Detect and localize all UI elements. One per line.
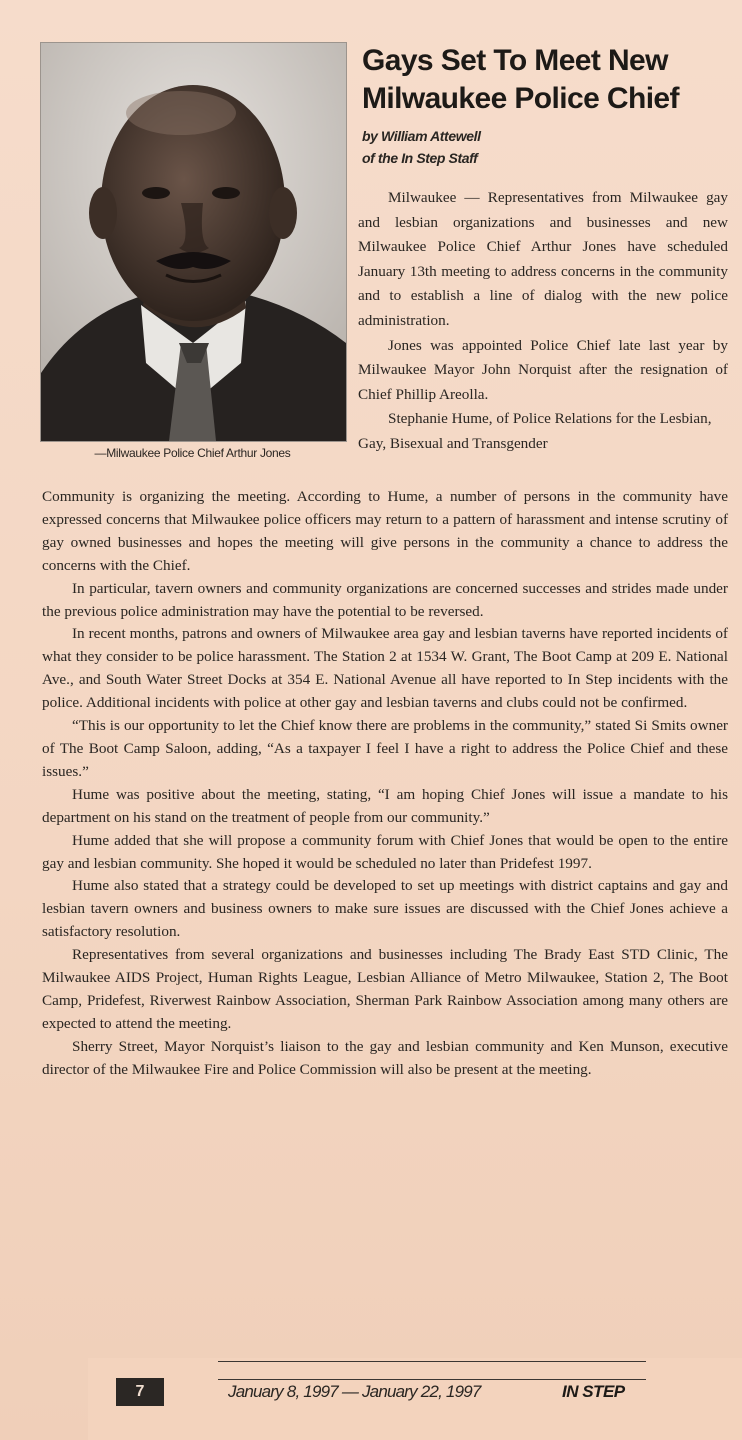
publication-name: IN STEP (562, 1382, 625, 1401)
paragraph: Stephanie Hume, of Police Relations for the Lesbian, Gay, Bisexual and Transgender (358, 410, 712, 452)
paragraph: Hume also stated that a strategy could be developed to set up meetings with district captains and gay and lesbian tavern owners and business owners to make sure issues are discussed with the Chief Jones achieve a satisfactory resolution. (42, 877, 728, 941)
paragraph: In recent months, patrons and owners of Milwaukee area gay and lesbian taverns have reported incidents of what they consider to be police harassment. The Station 2 at 1534 W. Grant, The Boot Camp at 209 E. National Ave., and South Water Street Docks at 354 E. National Avenue all have reported to In Step incidents with the police. Additional incidents with police at other gay and lesbian taverns and clubs could not be confirmed. (42, 625, 728, 712)
byline-author: by William Attewell (362, 128, 481, 144)
footer-rule-bottom (218, 1379, 646, 1380)
paragraph: In particular, tavern owners and community organizations are concerned successes and strides made under the previous police administration may have the potential to be reversed. (42, 579, 728, 620)
page-number: 7 (116, 1378, 164, 1406)
paragraph: “This is our opportunity to let the Chief know there are problems in the community,” stated Si Smits owner of The Boot Camp Saloon, adding, “As a taxpayer I feel I have a right to address the Police Chief and these issues.” (42, 717, 728, 780)
photo-caption: —Milwaukee Police Chief Arthur Jones (94, 446, 291, 460)
paragraph: Sherry Street, Mayor Norquist’s liaison to the gay and lesbian community and Ken Munson, executive director of the Milwaukee Fire and Police Commission will also be present at the meeting. (42, 1037, 728, 1078)
issue-dates: January 8, 1997 — January 22, 1997 (228, 1382, 481, 1401)
article-byline (362, 125, 702, 169)
paragraph: Hume was positive about the meeting, stating, “I am hoping Chief Jones will issue a mandate to his department on his stand on the treatment of people from our community.” (42, 785, 728, 826)
footer-rule-top (218, 1361, 646, 1362)
paragraph: Hume added that she will propose a community forum with Chief Jones that would be open to the entire gay and lesbian community. She hoped it would be scheduled no later than Pridefest 1997. (42, 831, 728, 872)
article-right-column (358, 186, 728, 457)
paragraph: Jones was appointed Police Chief late last year by Milwaukee Mayor John Norquist after the resignation of Chief Phillip Areolla. (358, 336, 728, 403)
paragraph: Representatives from several organizations and businesses including The Brady East STD Clinic, The Milwaukee AIDS Project, Human Rights League, Lesbian Alliance of Metro Milwaukee, Station 2, The Boot Camp, Pridefest, Riverwest Rainbow Association, Sherman Park Rainbow Association among many others are expected to attend the meeting. (42, 946, 728, 1032)
article-headline: Gays Set To Meet New Milwaukee Police Chief (362, 44, 679, 115)
chief-portrait-photo (40, 42, 347, 442)
article-body (42, 486, 728, 1082)
paragraph: Community is organizing the meeting. According to Hume, a number of persons in the community have expressed concerns that Milwaukee police officers may return to a pattern of harassment and intense scrutiny of gay owned businesses and hopes the meeting will give persons in the community a chance to address the concerns with the Chief. (42, 488, 728, 574)
paragraph: Milwaukee — Representatives from Milwaukee gay and lesbian organizations and businesses and new Milwaukee Police Chief Arthur Jones have scheduled January 13th meeting to address concerns in the community and to establish a line of dialog with the new police administration. (358, 189, 728, 329)
byline-staff: of the In Step Staff (362, 150, 478, 166)
